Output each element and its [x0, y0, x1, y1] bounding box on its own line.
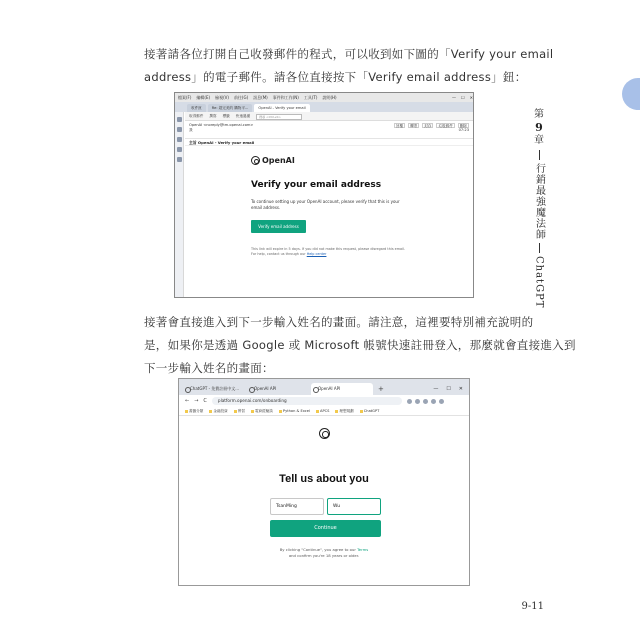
email-footer-text: This link will expire in 5 days. If you did not make this request, please disregard this email. For help, contact us through our [251, 247, 406, 256]
menu-message[interactable]: 訊息(M) [253, 95, 268, 100]
back-icon[interactable]: ← [185, 398, 190, 404]
continue-button[interactable]: Continue [270, 520, 381, 537]
mail-icon[interactable] [177, 117, 182, 122]
paragraph-line: 是，如果你是透過 Google 或 Microsoft 帳號快速註冊登入，那麼就會直接進入到 [144, 338, 576, 352]
verify-email-button[interactable]: Verify email address [251, 220, 306, 233]
onboarding-page [179, 416, 469, 585]
bookmark-item[interactable]: ChatGPT [360, 407, 380, 415]
extensions [407, 399, 444, 404]
bookmark-item[interactable]: 實習 [234, 407, 245, 415]
message-subject [185, 139, 473, 146]
sender[interactable]: OpenAI <noreply@tm.openai.com> [189, 123, 254, 127]
mail-spaces-bar [175, 112, 184, 297]
email-footer [251, 247, 411, 257]
onboarding-heading: Tell us about you [279, 473, 369, 485]
new-tab-icon[interactable]: + [378, 385, 384, 393]
chat-icon[interactable] [177, 157, 182, 162]
mail-menu-bar [175, 93, 473, 102]
first-name-input[interactable]: TsanMing [270, 498, 324, 515]
bookmark-item[interactable]: 書籤分類 [185, 407, 203, 415]
reload-icon[interactable]: C [203, 398, 207, 404]
paragraph-line: address」的電子郵件。請各位直接按下「Verify email address」鈕： [144, 70, 527, 84]
chapter-tab-marker [622, 78, 640, 110]
forward-button[interactable]: 轉寄 [410, 124, 418, 128]
window-controls [433, 383, 469, 395]
calendar-icon[interactable] [177, 137, 182, 142]
mail-toolbar [185, 112, 473, 121]
chapter-number: 9 [535, 121, 543, 134]
help-center-link[interactable]: Help center [306, 252, 327, 256]
address-book-icon[interactable] [177, 127, 182, 132]
message-body [185, 146, 473, 297]
menu-view[interactable]: 檢視(V) [215, 95, 229, 100]
chapter-title: 行銷最強魔法師 [533, 163, 545, 240]
email-body-text: To continue setting up your OpenAI account, please verify that this is your email address. [251, 199, 400, 210]
bookmark-item[interactable]: 理想規劃 [335, 407, 353, 415]
last-name-input[interactable]: Wu [327, 498, 381, 515]
message-time: 07:23 [458, 128, 469, 132]
tab-reply[interactable]: Re: 超完美的 購物平... [208, 104, 253, 112]
minimize-icon[interactable]: — [433, 386, 439, 392]
recipient: 我 [189, 128, 193, 132]
menu-file[interactable]: 檔案(F) [178, 95, 192, 100]
url-input[interactable]: platform.openai.com/onboarding [212, 397, 402, 405]
openai-logo-icon [251, 156, 260, 165]
terms-text: By clicking "Continue", you agree to our [279, 547, 356, 552]
bookmark-item[interactable]: 金融投資 [209, 407, 227, 415]
tab-openai-api[interactable]: OpenAI API [247, 383, 309, 395]
reply-button[interactable]: 回覆 [395, 124, 404, 128]
mail-tab-bar [175, 102, 473, 112]
delete-button[interactable]: 刪除 [459, 124, 467, 128]
paragraph-line: 下一步輸入姓名的畫面： [144, 361, 274, 375]
minimize-icon[interactable]: — [452, 95, 457, 100]
chapter-prefix: 第 [534, 109, 544, 120]
browser-screenshot [178, 378, 470, 586]
terms-notice [179, 547, 469, 559]
share-icon[interactable] [407, 399, 412, 404]
chapter-label [532, 108, 546, 308]
forward-icon[interactable]: → [194, 398, 199, 404]
star-icon[interactable] [415, 399, 420, 404]
chapter-suffix: 章 [534, 135, 544, 146]
archive-button[interactable]: 封存 [424, 124, 432, 128]
get-mail-button[interactable]: 取得郵件 [189, 114, 204, 118]
puzzle-icon[interactable] [431, 399, 436, 404]
junk-button[interactable]: 垃圾郵件 [438, 124, 453, 128]
chapter-divider [539, 243, 540, 253]
close-icon[interactable]: ✕ [458, 386, 463, 392]
address-bar-row [179, 395, 469, 407]
paragraph-line: 接著會直接進入到下一步輸入姓名的畫面。請注意，這裡要特別補充說明的 [144, 315, 534, 329]
page-number: 9-11 [521, 601, 544, 612]
message-header [185, 121, 473, 139]
openai-logo-icon [319, 428, 330, 439]
bookmarks-bar [179, 407, 469, 416]
maximize-icon[interactable]: ☐ [446, 386, 451, 392]
tab-inbox[interactable]: 收件匣 [187, 104, 206, 112]
menu-tools[interactable]: 工具(T) [303, 95, 318, 100]
tab-openai-api-active[interactable]: OpenAI API [311, 383, 373, 395]
chapter-subtitle: ChatGPT [533, 256, 545, 309]
mail-client-screenshot [174, 92, 474, 298]
email-heading: Verify your email address [251, 180, 382, 190]
menu-help[interactable]: 說明(H) [322, 95, 337, 100]
tab-verify-email[interactable]: OpenAI - Verify your email [254, 104, 309, 112]
quick-filter-button[interactable]: 快速過濾 [235, 114, 251, 118]
openai-logo [251, 156, 295, 165]
openai-wordmark: OpenAI [262, 156, 295, 165]
browser-tab-bar [179, 379, 469, 395]
bookmark-item[interactable]: 電商經驗談 [251, 407, 273, 415]
terms-link[interactable]: Terms [357, 547, 369, 552]
close-icon[interactable]: ✕ [469, 95, 473, 100]
write-button[interactable]: 撰寫 [209, 114, 217, 118]
mail-search-input[interactable]: 搜尋 <Ctrl+K> [256, 114, 302, 120]
subject-label: 主旨 [189, 140, 197, 145]
menu-edit[interactable]: 編輯(E) [196, 95, 211, 100]
paragraph-intro [144, 43, 554, 89]
bookmark-item[interactable]: APCS [316, 407, 329, 415]
bookmark-item[interactable]: Python & Excel [279, 407, 310, 415]
tab-chatgpt[interactable]: ChatGPT - 免費註冊中文... [183, 383, 245, 395]
chapter-divider [539, 150, 540, 160]
subject-text: OpenAI - Verify your email [197, 140, 255, 145]
profile-icon[interactable] [439, 399, 444, 404]
extension-icon[interactable] [423, 399, 428, 404]
terms-age-text: and confirm you're 18 years or older. [288, 553, 360, 558]
tag-button[interactable]: 標籤 [222, 114, 230, 118]
menu-events[interactable]: 事件和工作(N) [272, 95, 299, 100]
paragraph-next-step [144, 311, 576, 380]
paragraph-line: 接著請各位打開自己收發郵件的程式，可以收到如下圖的「Verify your email [144, 47, 554, 61]
maximize-icon[interactable]: ☐ [461, 95, 465, 100]
tasks-icon[interactable] [177, 147, 182, 152]
menu-go[interactable]: 前往(G) [233, 95, 249, 100]
